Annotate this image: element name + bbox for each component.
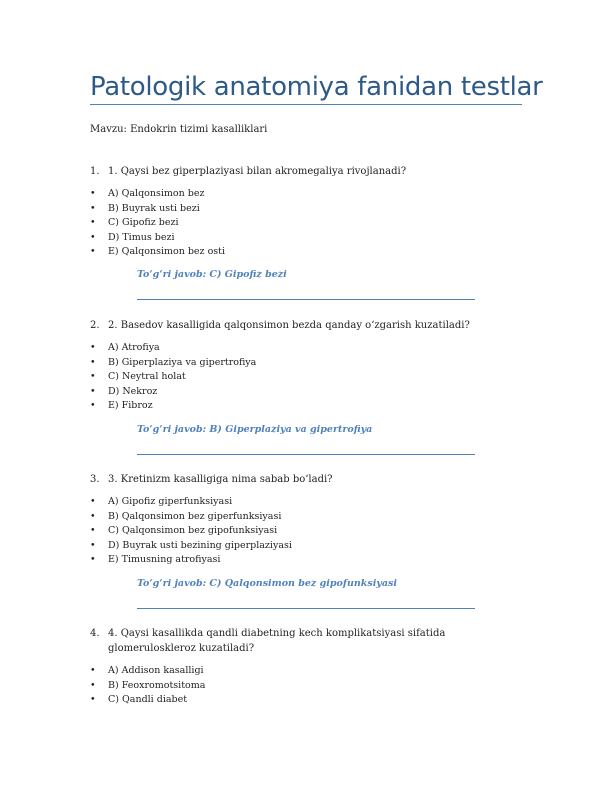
option-text: D) Nekroz xyxy=(108,385,158,397)
list-item xyxy=(90,231,225,246)
answer-line-3: To‘g‘ri javob: C) Qalqonsimon bez gipofunksiyasi xyxy=(137,578,397,589)
list-item xyxy=(90,187,225,202)
option-text: D) Timus bezi xyxy=(108,231,175,243)
option-text: A) Gipofiz giperfunksiyasi xyxy=(108,496,233,507)
separator-line xyxy=(137,299,475,300)
list-item xyxy=(90,385,256,400)
option-text: C) Gipofiz bezi xyxy=(108,217,179,228)
subject-line: Mavzu: Endokrin tizimi kasalliklari xyxy=(90,124,268,135)
option-text: C) Neytral holat xyxy=(108,371,186,382)
bullet-icon: • xyxy=(90,496,96,507)
bullet-icon: • xyxy=(90,510,96,522)
answer-line-1: To‘g‘ri javob: C) Gipofiz bezi xyxy=(137,269,287,280)
options-list-4 xyxy=(90,664,205,708)
question-text: 1. Qaysi bez giperplaziyasi bilan akromegaliya rivojlanadi? xyxy=(108,166,407,177)
question-number: 2. xyxy=(90,320,100,331)
list-item xyxy=(90,202,225,217)
option-text: C) Qalqonsimon bez gipofunksiyasi xyxy=(108,525,278,536)
list-item xyxy=(90,495,292,510)
bullet-icon: • xyxy=(90,217,96,228)
list-item xyxy=(90,524,292,539)
list-item xyxy=(90,664,205,679)
answer-line-2: To‘g‘ri javob: B) Giperplaziya va gipertrofiya xyxy=(137,424,373,435)
bullet-icon: • xyxy=(90,371,96,382)
bullet-icon: • xyxy=(90,231,96,243)
option-text: C) Qandli diabet xyxy=(108,694,188,705)
option-text: B) Qalqonsimon bez giperfunksiyasi xyxy=(108,510,282,522)
question-text: 3. Kretinizm kasalligiga nima sabab bo‘ladi? xyxy=(108,474,333,485)
option-text: E) Qalqonsimon bez osti xyxy=(108,246,226,257)
option-text: A) Addison kasalligi xyxy=(108,665,204,676)
list-item xyxy=(90,370,256,385)
list-item xyxy=(90,399,256,414)
bullet-icon: • xyxy=(90,188,96,199)
option-text: B) Feoxromotsitoma xyxy=(108,679,206,691)
list-item xyxy=(90,553,292,568)
bullet-icon: • xyxy=(90,356,96,368)
list-item xyxy=(90,341,256,356)
question-number: 1. xyxy=(90,166,100,177)
title-underline xyxy=(90,104,522,105)
bullet-icon: • xyxy=(90,694,96,705)
option-text: B) Buyrak usti bezi xyxy=(108,202,200,214)
option-text: A) Qalqonsimon bez xyxy=(108,188,205,199)
list-item xyxy=(90,679,205,694)
list-item xyxy=(90,216,225,231)
bullet-icon: • xyxy=(90,679,96,691)
option-text: B) Giperplaziya va gipertrofiya xyxy=(108,356,257,368)
question-text: 4. Qaysi kasallikda qandli diabetning kech komplikatsiyasi sifatida glomeruloskleroz kuzatiladi? xyxy=(108,628,446,654)
bullet-icon: • xyxy=(90,525,96,536)
question-number: 4. xyxy=(90,628,100,639)
list-item xyxy=(90,245,225,260)
bullet-icon: • xyxy=(90,665,96,676)
option-text: A) Atrofiya xyxy=(108,342,160,353)
options-list-1 xyxy=(90,187,225,260)
separator-line xyxy=(137,608,475,609)
bullet-icon: • xyxy=(90,246,96,257)
option-text: D) Buyrak usti bezining giperplaziyasi xyxy=(108,539,292,551)
bullet-icon: • xyxy=(90,342,96,353)
options-list-3 xyxy=(90,495,292,568)
option-text: E) Timusning atrofiyasi xyxy=(108,554,221,565)
list-item xyxy=(90,510,292,525)
list-item xyxy=(90,693,205,708)
bullet-icon: • xyxy=(90,385,96,397)
question-number: 3. xyxy=(90,474,100,485)
bullet-icon: • xyxy=(90,202,96,214)
bullet-icon: • xyxy=(90,554,96,565)
list-item xyxy=(90,539,292,554)
list-item xyxy=(90,356,256,371)
option-text: E) Fibroz xyxy=(108,400,153,411)
separator-line xyxy=(137,454,475,455)
bullet-icon: • xyxy=(90,539,96,551)
bullet-icon: • xyxy=(90,400,96,411)
options-list-2 xyxy=(90,341,256,414)
page-title: Patologik anatomiya fanidan testlar xyxy=(90,72,543,102)
question-text: 2. Basedov kasalligida qalqonsimon bezda qanday o‘zgarish kuzatiladi? xyxy=(108,320,470,331)
